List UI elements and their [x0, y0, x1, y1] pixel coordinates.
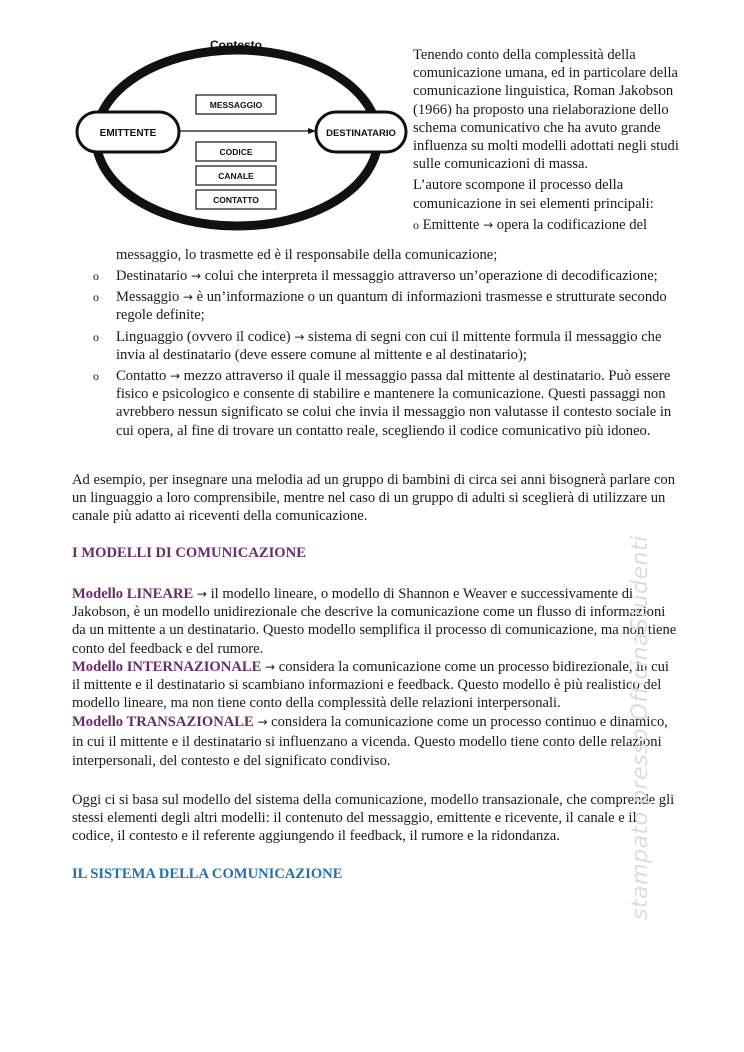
list-item-emittente-continuation: messaggio, lo trasmette ed è il responsabile della comunicazione; [116, 247, 498, 263]
intro-text [413, 46, 688, 234]
summary-paragraph: Oggi ci si basa sul modello del sistema della comunicazione, modello transazionale, che comprende gli stessi elementi degli altri modelli: il contenuto del messaggio, emittente e ricevente, il canale e il codice, il contesto e il referente aggiungendo il feedback, il rumore e la ridondanza. [72, 792, 675, 845]
model-text: il modello lineare, o modello di Shannon e Weaver e successivamente di Jakobson, è un modello unidirezionale che descrive la comunicazione come un flusso di informazioni da un mittente a un destinatario. Questo modello semplifica il processo di comunicazione, ma non tiene conto del feedback e del rumore. [72, 586, 677, 657]
item-text: sistema di segni con cui il mittente formula il messaggio che invia al destinatario (deve essere comune al mittente e al destinatario); [116, 328, 662, 363]
item-text: è un’informazione o un quantum di informazioni trasmesse e strutturate secondo regole definite; [116, 289, 667, 324]
diagram-context-label: Contesto [210, 38, 262, 52]
message-box-label: MESSAGGIO [209, 100, 263, 110]
list-item-emittente [413, 216, 688, 234]
watermark: stampato presso OfficinaStudenti [628, 535, 653, 920]
channel-box-label: CANALE [218, 171, 254, 181]
item-term: Destinatario [116, 268, 188, 284]
item-text: colui che interpreta il messaggio attraverso un’operazione di decodificazione; [204, 268, 658, 284]
receiver-label: DESTINATARIO [326, 128, 396, 139]
arrow-icon: → [257, 715, 268, 729]
bullet-icon: o [93, 369, 99, 384]
section-heading-system: IL SISTEMA DELLA COMUNICAZIONE [72, 866, 343, 882]
sender-label: EMITTENTE [99, 128, 157, 139]
arrow-icon: → [169, 369, 180, 384]
section-heading-models: I MODELLI DI COMUNICAZIONE [72, 545, 306, 561]
arrow-icon: → [190, 269, 202, 283]
model-name: Modello LINEARE [72, 586, 194, 602]
arrow-icon: → [294, 329, 305, 344]
model-text: considera la comunicazione come un processo continuo e dinamico, in cui il mittente e il destinatario si influenzano a vicenda. Questo modello tiene conto delle relazioni interpersonali, del contesto e del significato condiviso. [72, 714, 668, 769]
bullet-icon: o [93, 269, 99, 283]
arrow-icon: → [196, 587, 207, 601]
list-item [72, 267, 672, 285]
model-name: Modello TRANSAZIONALE [72, 714, 254, 730]
model-name: Modello INTERNAZIONALE [72, 659, 262, 675]
arrow-icon: → [483, 217, 494, 232]
list-item [72, 288, 672, 324]
bullet-icon: o [93, 290, 99, 305]
model-transactional [72, 713, 677, 772]
item-text: mezzo attraverso il quale il messaggio passa dal mittente al destinatario. Può essere fisico e psicologico e consente di stabilire e mantenere la comunicazione. Questi passaggi non avrebbero nessun significato se colui che invia il messaggio non valutasse il contesto sociale in cui opera, al fine di trovare un contatto reale, scegliendo il codice comunicativo più idoneo. [116, 368, 672, 439]
item-term: Emittente [422, 216, 480, 233]
jakobson-communication-diagram [70, 34, 410, 239]
communication-elements-list [72, 267, 672, 443]
bullet-icon: o [413, 217, 419, 232]
list-item [72, 367, 672, 440]
intro-paragraph-2: L’autore scompone il processo della comunicazione in sei elementi principali: [413, 177, 654, 212]
arrow-icon: → [265, 660, 276, 674]
item-term: Contatto [116, 368, 167, 385]
item-text: opera la codificazione del [496, 216, 648, 233]
item-term: Linguaggio (ovvero il codice) [116, 328, 291, 345]
contact-box-label: CONTATTO [213, 195, 259, 205]
model-text: considera la comunicazione come un processo bidirezionale, in cui il mittente e il destinatario si scambiano informazioni e feedback. Questo modello è più realistico del modello lineare, ma non tiene conto della complessità delle relazioni interpersonali. [72, 659, 669, 712]
arrow-icon: → [182, 290, 193, 305]
model-international [72, 658, 677, 713]
item-term: Messaggio [116, 289, 180, 306]
bullet-icon: o [93, 329, 99, 344]
intro-paragraph-1: Tenendo conto della complessità della comunicazione umana, ed in particolare della comunicazione linguistica, Roman Jakobson (1966) ha proposto una rielaborazione dello schema comunicativo che ha avuto grande influenza su molti modelli adottati negli studi sulle comunicazioni di massa. [413, 47, 679, 173]
code-box-label: CODICE [219, 147, 253, 157]
model-linear [72, 585, 677, 658]
example-paragraph: Ad esempio, per insegnare una melodia ad un gruppo di bambini di circa sei anni bisognerà parlare con un linguaggio a loro comprensibile, mentre nel caso di un gruppo di adulti si sceglierà di utilizzare un canale più adatto ai riceventi della comunicazione. [72, 472, 676, 525]
list-item [72, 328, 672, 364]
